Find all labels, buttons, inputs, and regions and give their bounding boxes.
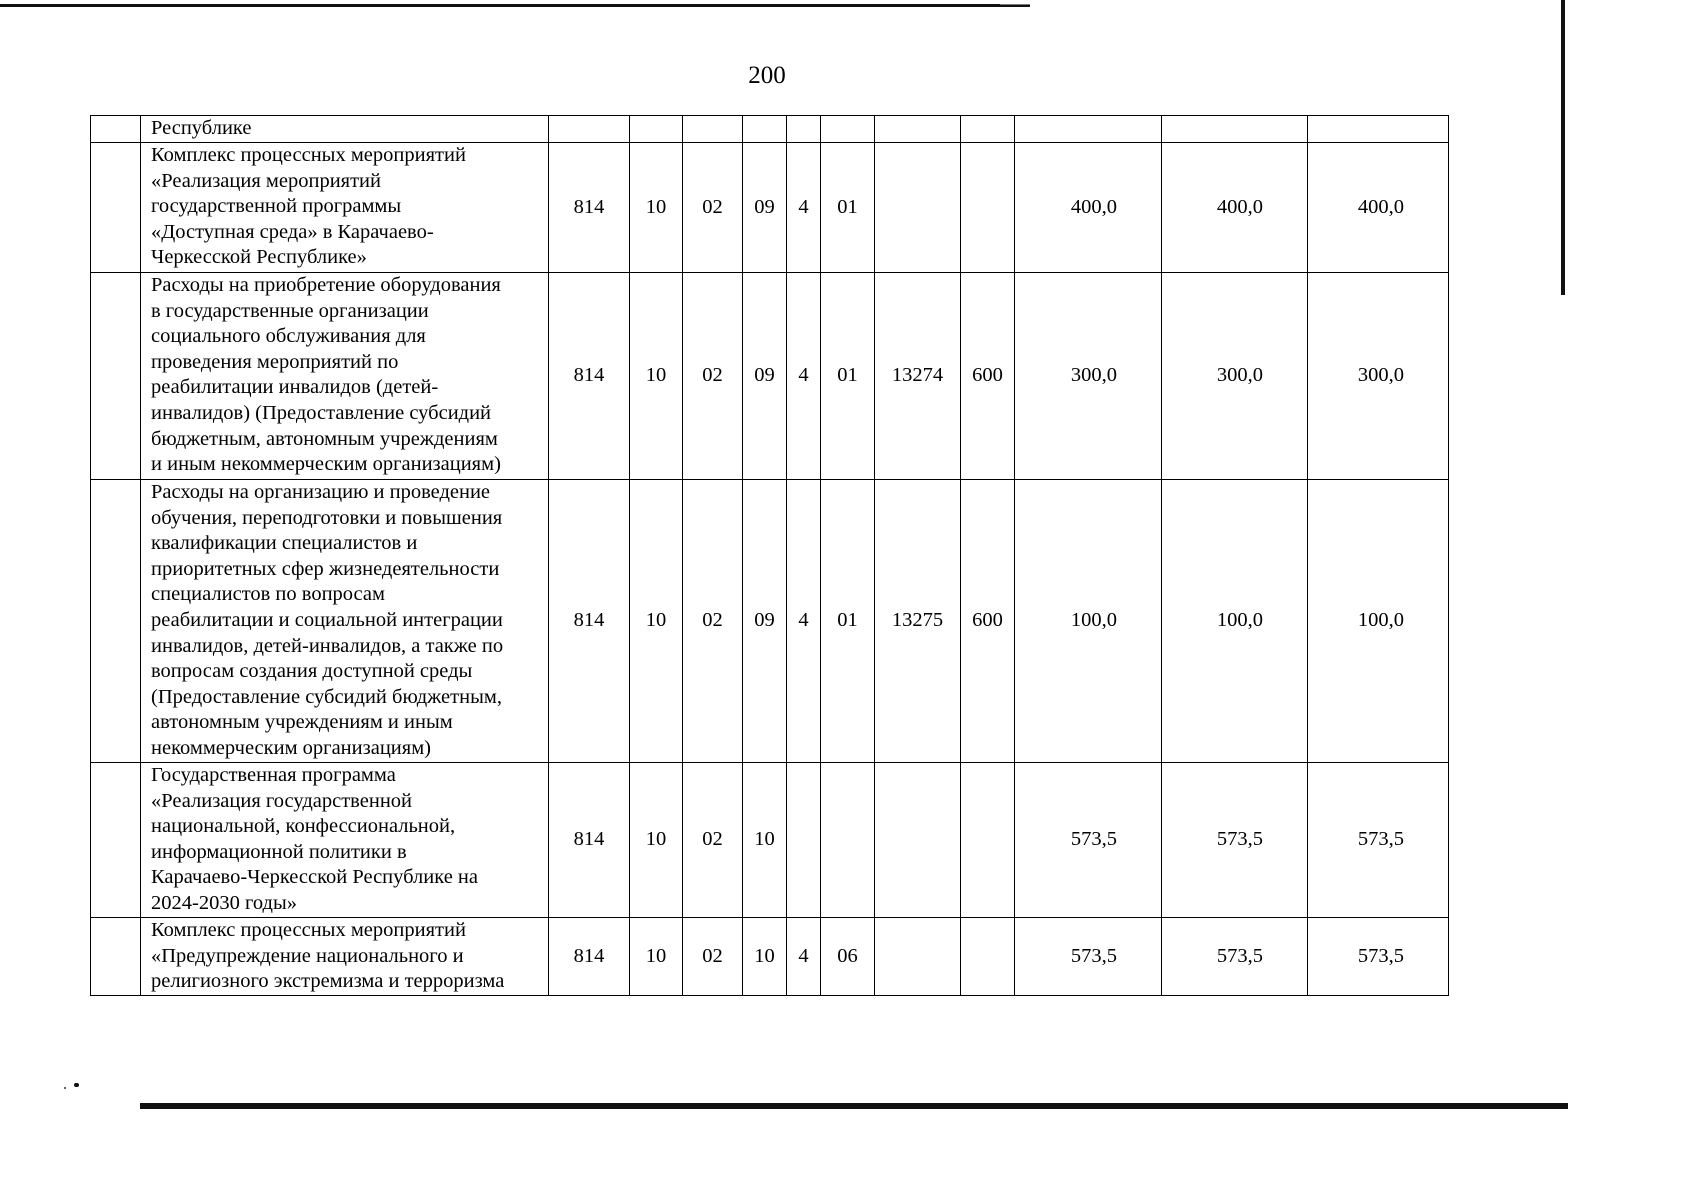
cell-direction: 13275 — [875, 480, 961, 763]
budget-table-body — [91, 116, 1449, 996]
cell-expense-type — [961, 763, 1015, 918]
cell-subsection — [683, 116, 743, 143]
cell-section: 10 — [630, 763, 683, 918]
cell-subsection: 02 — [683, 143, 743, 273]
table-row — [91, 918, 1449, 996]
row-name: Комплекс процессных мероприятий «Реализация мероприятий государственной программы «Доступная среда» в Карачаево- Черкесской Республике» — [141, 143, 549, 273]
cell-subsection: 02 — [683, 273, 743, 480]
cell-sum-2: 573,5 — [1162, 763, 1308, 918]
scan-speck — [74, 1083, 79, 1087]
cell-section — [630, 116, 683, 143]
cell-subprogram: 4 — [787, 480, 821, 763]
cell-expense-type — [961, 143, 1015, 273]
row-name: Республике — [141, 116, 549, 143]
row-number-cell — [91, 763, 141, 918]
cell-code: 814 — [549, 480, 630, 763]
scan-edge-bottom — [140, 1103, 1568, 1109]
cell-sum-1: 100,0 — [1015, 480, 1162, 763]
cell-program: 09 — [743, 480, 787, 763]
table-row — [91, 143, 1449, 273]
cell-sum-3: 400,0 — [1308, 143, 1449, 273]
cell-measure — [821, 763, 875, 918]
row-number-cell — [91, 143, 141, 273]
cell-sum-3: 300,0 — [1308, 273, 1449, 480]
cell-sum-2: 400,0 — [1162, 143, 1308, 273]
cell-subprogram: 4 — [787, 143, 821, 273]
page-number: 200 — [748, 62, 786, 89]
cell-program: 10 — [743, 763, 787, 918]
cell-direction — [875, 918, 961, 996]
cell-code — [549, 116, 630, 143]
cell-subprogram — [787, 116, 821, 143]
cell-sum-1: 400,0 — [1015, 143, 1162, 273]
cell-section: 10 — [630, 143, 683, 273]
table-row — [91, 116, 1449, 143]
cell-subsection: 02 — [683, 763, 743, 918]
cell-program — [743, 116, 787, 143]
cell-code: 814 — [549, 918, 630, 996]
cell-sum-1 — [1015, 116, 1162, 143]
cell-program: 09 — [743, 273, 787, 480]
cell-sum-1: 573,5 — [1015, 918, 1162, 996]
cell-sum-3: 573,5 — [1308, 763, 1449, 918]
cell-sum-3 — [1308, 116, 1449, 143]
row-number-cell — [91, 480, 141, 763]
row-number-cell — [91, 918, 141, 996]
row-number-cell — [91, 116, 141, 143]
cell-subprogram: 4 — [787, 918, 821, 996]
cell-code: 814 — [549, 143, 630, 273]
cell-measure: 01 — [821, 143, 875, 273]
cell-subprogram — [787, 763, 821, 918]
cell-section: 10 — [630, 273, 683, 480]
cell-code: 814 — [549, 763, 630, 918]
cell-sum-1: 573,5 — [1015, 763, 1162, 918]
cell-expense-type — [961, 116, 1015, 143]
scan-edge-top — [0, 4, 1030, 7]
budget-table — [90, 115, 1449, 996]
cell-section: 10 — [630, 918, 683, 996]
cell-section: 10 — [630, 480, 683, 763]
row-number-cell — [91, 273, 141, 480]
cell-subsection: 02 — [683, 480, 743, 763]
row-name: Расходы на приобретение оборудования в государственные организации социального обслуживания для проведения мероприятий по реабилитации инвалидов (детей- инвалидов) (Предоставление субсидий бюджетным, автономным учреждениям и иным некоммерческим организациям) — [141, 273, 549, 480]
cell-subprogram: 4 — [787, 273, 821, 480]
row-name: Государственная программа «Реализация государственной национальной, конфессиональной, информационной политики в Карачаево-Черкесской Республике на 2024-2030 годы» — [141, 763, 549, 918]
cell-program: 09 — [743, 143, 787, 273]
row-name: Расходы на организацию и проведение обучения, переподготовки и повышения квалификации специалистов и приоритетных сфер жизнедеятельности специалистов по вопросам реабилитации и социальной интеграции инвалидов, детей-инвалидов, а также по вопросам создания доступной среды (Предоставление субсидий бюджетным, автономным учреждениям и иным некоммерческим организациям) — [141, 480, 549, 763]
scan-edge-top-thin — [1000, 4, 1030, 5]
table-row — [91, 763, 1449, 918]
cell-sum-1: 300,0 — [1015, 273, 1162, 480]
cell-program: 10 — [743, 918, 787, 996]
table-row — [91, 480, 1449, 763]
cell-measure: 06 — [821, 918, 875, 996]
cell-measure: 01 — [821, 273, 875, 480]
scan-edge-right — [1561, 0, 1565, 295]
cell-direction — [875, 143, 961, 273]
cell-direction: 13274 — [875, 273, 961, 480]
table-row — [91, 273, 1449, 480]
cell-expense-type: 600 — [961, 273, 1015, 480]
cell-subsection: 02 — [683, 918, 743, 996]
cell-code: 814 — [549, 273, 630, 480]
row-name: Комплекс процессных мероприятий «Предупреждение национального и религиозного экстремизма и терроризма — [141, 918, 549, 996]
cell-expense-type — [961, 918, 1015, 996]
cell-expense-type: 600 — [961, 480, 1015, 763]
cell-measure: 01 — [821, 480, 875, 763]
cell-direction — [875, 763, 961, 918]
cell-sum-3: 100,0 — [1308, 480, 1449, 763]
cell-direction — [875, 116, 961, 143]
cell-sum-2: 573,5 — [1162, 918, 1308, 996]
cell-sum-2: 100,0 — [1162, 480, 1308, 763]
cell-sum-2 — [1162, 116, 1308, 143]
scan-speck-small — [64, 1087, 66, 1089]
cell-sum-3: 573,5 — [1308, 918, 1449, 996]
cell-sum-2: 300,0 — [1162, 273, 1308, 480]
cell-measure — [821, 116, 875, 143]
